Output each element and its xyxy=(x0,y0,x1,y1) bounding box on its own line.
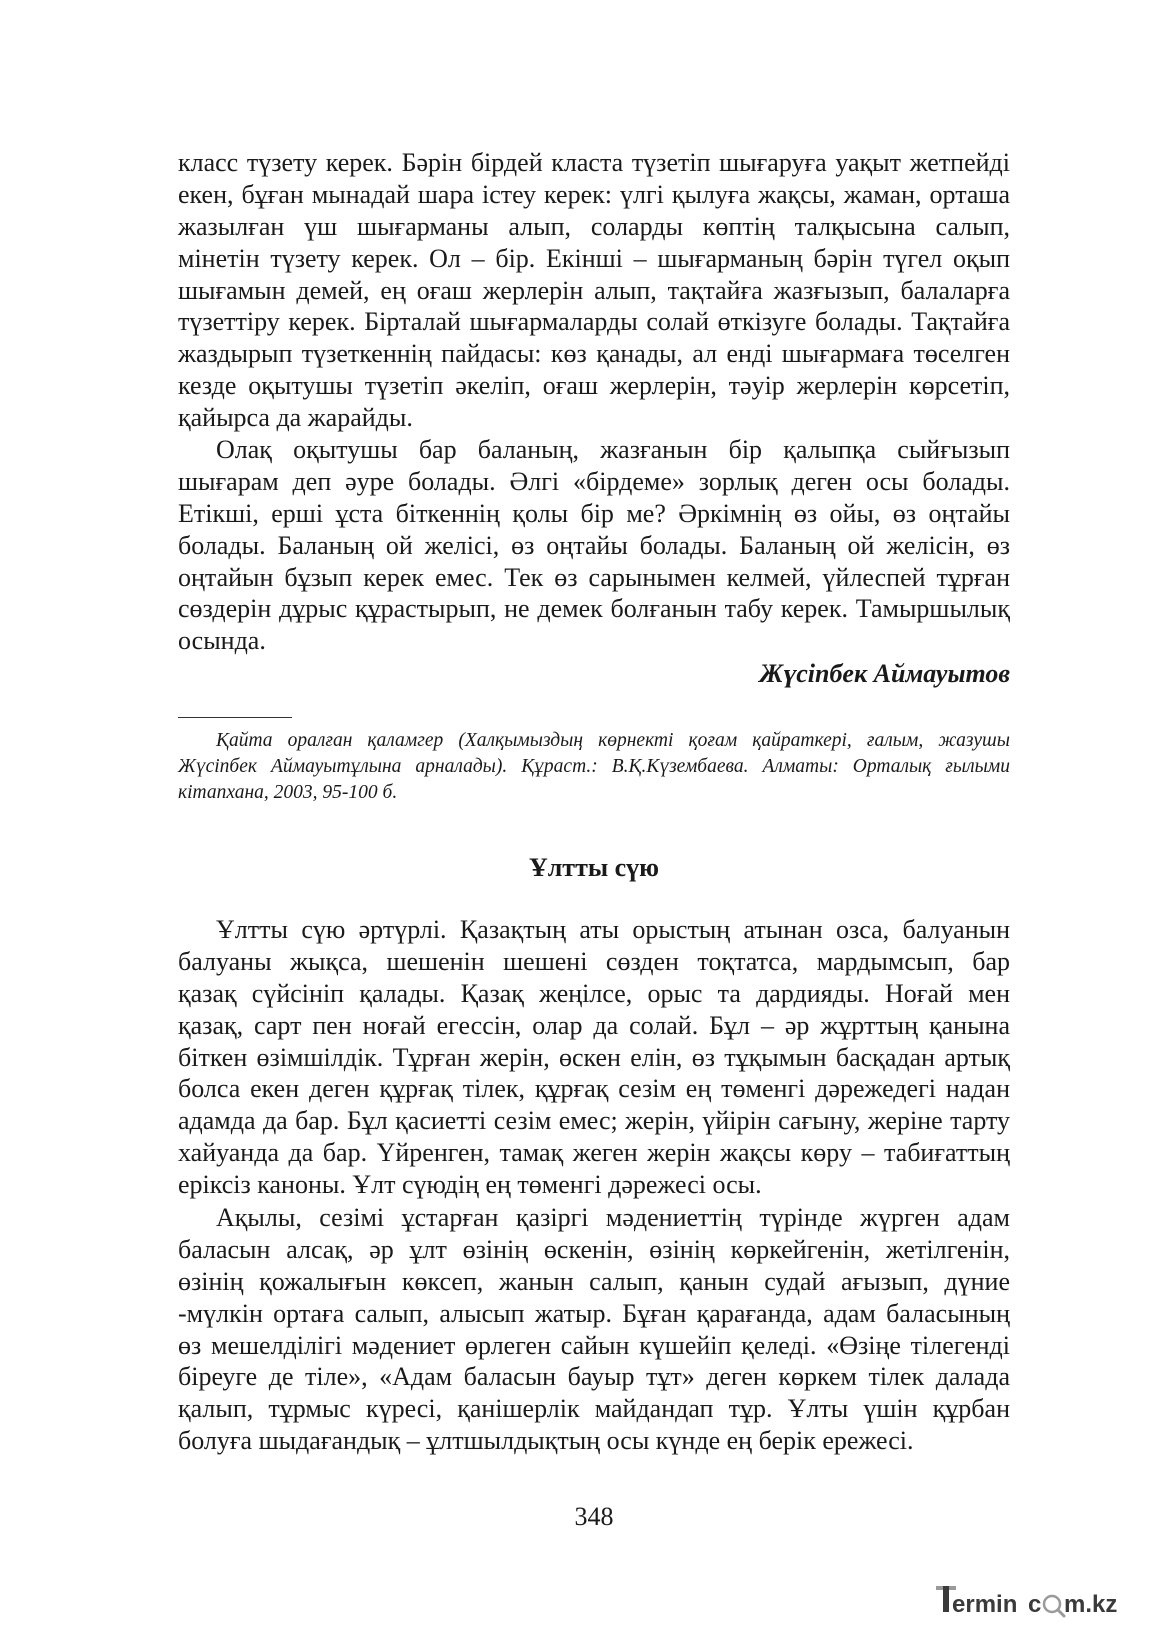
footnote-divider xyxy=(178,717,292,718)
text-line: класс түзету керек. Бәрін бірдей класта түзетіп шығаруға уақыт жетпейді xyxy=(178,148,1010,177)
text-line: Етікші, ерші ұста біткеннің қолы бір ме? Әркімнің өз ойы, өз оңтайы xyxy=(178,498,1010,528)
text-line: түзеттіру керек. Бірталай шығармаларды солай өткізуге болады. Тақтайға xyxy=(178,307,1010,337)
author-signature: Жүсіпбек Аймауытов xyxy=(759,659,1010,688)
footnote xyxy=(178,728,1010,806)
text-line: шығарам деп әуре болады. Әлгі «бірдеме» зорлық деген осы болады. xyxy=(178,466,1010,496)
text-line: қалып, тұрмыс күресі, қанішерлік майдандап тұр. Ұлты үшін құрбан xyxy=(178,1394,1010,1424)
magnifier-icon xyxy=(1044,1596,1064,1616)
logo-text-m-kz: m.kz xyxy=(1064,1591,1118,1618)
text-line: біткен өзімшілдік. Тұрған жерін, өскен елін, өз тұқымын басқадан артық xyxy=(178,1042,1010,1072)
text-line: қазақ, сарт пен ноғай егессін, олар да солай. Бұл – әр жұрттың қанына xyxy=(178,1010,1010,1040)
paragraph-3 xyxy=(178,914,1010,1201)
text-line: жаздырып түзеткеннің пайдасы: көз қанады, ал енді шығармаға төселген xyxy=(178,339,1010,369)
paragraph-4 xyxy=(178,1202,1010,1457)
text-line: Ақылы, сезімі ұстарған қазіргі мәдениеттің түрінде жүрген адам xyxy=(216,1203,1010,1232)
footnote-line: кітапхана, 2003, 95-100 б. xyxy=(178,782,398,803)
paragraph-1 xyxy=(178,147,1010,434)
text-line: адамда да бар. Бұл қасиетті сезім емес; жерін, үйірін сағыну, жеріне тарту xyxy=(178,1106,1010,1136)
text-line: мінетін түзету керек. Ол – бір. Екінші – шығарманың бәрін түгел оқып xyxy=(178,243,1010,273)
text-line: өз мешелділігі мәдениет өрлеген сайын күшейіп қеледі. «Өзіңе тілегенді xyxy=(178,1330,1010,1360)
text-line: біреуге де тіле», «Адам баласын бауыр тұт» деген көркем тілек далада xyxy=(178,1362,1010,1392)
text-line: сөздерін дұрыс құрастырып, не демек болғанын табу керек. Тамыршылық xyxy=(178,594,1010,624)
footnote-line: Жүсіпбек Аймауытұлына арналады). Құраст.: В.Қ.Күзембаева. Алматы: Орталық ғылыми xyxy=(178,756,1010,777)
text-line: екен, бұған мынадай шара істеу керек: үлгі қылуға жақсы, жаман, орташа xyxy=(178,179,1010,209)
text-line: хайуанда да бар. Үйренген, тамақ жеген жерін жақсы көру – табиғаттың xyxy=(178,1138,1010,1168)
text-line: қазақ сүйсініп қалады. Қазақ жеңілсе, орыс та дардияды. Ноғай мен xyxy=(178,978,1010,1008)
text-line: шығамын демей, ең оғаш жерлерін алып, тақтайға жазғызып, балаларға xyxy=(178,275,1010,305)
footnote-line: Қайта оралған қаламгер (Халқымыздың көрнекті қоғам қайраткері, ғалым, жазушы xyxy=(216,730,1010,751)
text-line: осында. xyxy=(178,626,266,656)
text-line: болуға шыдағандық – ұлтшылдықтың осы күнде ең берік ережесі. xyxy=(178,1426,914,1456)
text-line: кезде оқытушы түзетіп әкеліп, оғаш жерлерін, тәуір жерлерін көрсетіп, xyxy=(178,371,1010,401)
text-line: Олақ оқытушы бар баланың, жазғанын бір қалыпқа сыйғызып xyxy=(216,435,1010,464)
page-number: 348 xyxy=(574,1502,614,1531)
text-line: өзінің қожалығын көксеп, жанын салып, қанын судай ағызып, дүние xyxy=(178,1266,1010,1296)
text-line: еріксіз каноны. Ұлт сүюдің ең төменгі дәрежесі осы. xyxy=(178,1170,762,1200)
text-line: оңтайын бұзып керек емес. Тек өз сарынымен келмей, үйлеспей тұрған xyxy=(178,562,1010,592)
section-title: Ұлтты сүю xyxy=(528,853,660,882)
text-line: балуаны жықса, шешенін шешені сөзден тоқтатса, мардымсып, бар xyxy=(178,946,1010,976)
text-line: қайырса да жарайды. xyxy=(178,403,413,433)
text-line: болса екен деген құрғақ тілек, құрғақ сезім ең төменгі дәрежедегі надан xyxy=(178,1074,1010,1104)
text-line: Ұлтты сүю әртүрлі. Қазақтың аты орыстың атынан озса, балуанын xyxy=(216,915,1010,944)
text-line: жазылған үш шығарманы алып, соларды көптің талқысына салып, xyxy=(178,211,1010,241)
paragraph-2 xyxy=(178,434,1010,657)
text-line: -мүлкін ортаға салып, алысып жатыр. Бұған қарағанда, адам баласының xyxy=(178,1298,1010,1328)
text-line: баласын алсақ, әр ұлт өзінің өскенін, өзінің көркейгенін, жетілгенін, xyxy=(178,1234,1010,1264)
logo-text-c: c xyxy=(1028,1591,1042,1618)
text-line: болады. Баланың ой желісі, өз оңтайы болады. Баланың ой желісін, өз xyxy=(178,530,1010,560)
watermark-logo-graphic xyxy=(934,1582,1146,1622)
termincom-watermark-logo xyxy=(934,1582,1146,1622)
logo-text-ermin: ermin xyxy=(952,1591,1018,1618)
